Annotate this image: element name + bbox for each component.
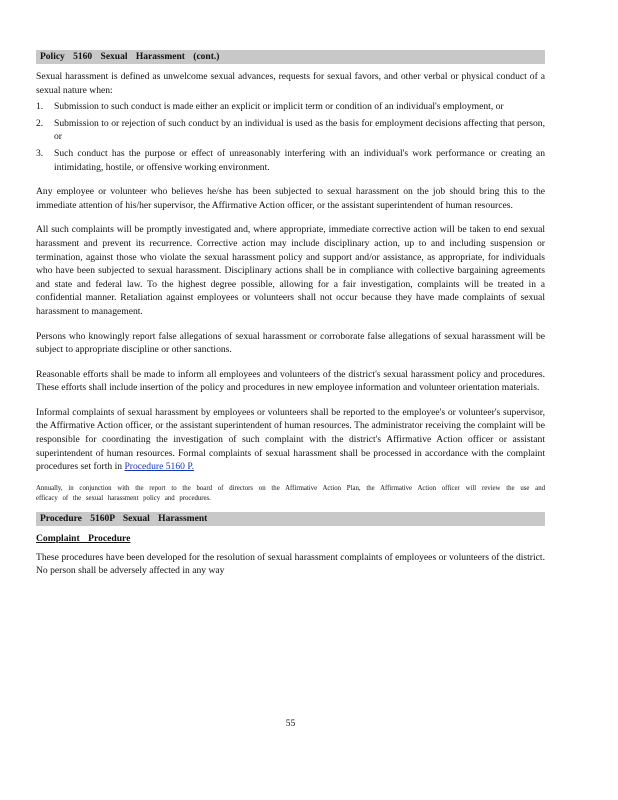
list-number: 2. [36,117,44,129]
list-number: 1. [36,101,44,113]
list-item [36,117,545,144]
page-number: 55 [285,718,296,729]
list-item-text: Such conduct has the purpose or effect of unreasonably interfering with an individual's work performance or creating an intimidating, hostile, or offensive working environment. [54,147,545,173]
list-item [36,147,545,174]
intro-paragraph: Sexual harassment is defined as unwelcome sexual advances, requests for sexual favors, and other verbal or physical conduct of a sexual nature when: [36,71,545,96]
list-number: 3. [36,147,44,159]
document-page [36,50,545,729]
policy-header-bar: Policy 5160 Sexual Harassment (cont.) [36,50,545,64]
complaint-procedure-heading: Complaint Procedure [36,532,131,544]
report-paragraph: Any employee or volunteer who believes he/she has been subjected to sexual harassment on the job should bring this to the immediate attention of his/her supervisor, the Affirmative Action officer, or the assistant superintendent of human resources. [36,186,545,211]
conditions-list [36,100,545,174]
procedures-paragraph: These procedures have been developed for the resolution of sexual harassment complaints of employees or volunteers of the district. No person shall be adversely affected in any way [36,551,545,577]
complaints-paragraph: All such complaints will be promptly investigated and, where appropriate, immediate corrective action will be taken to end sexual harassment and prevent its recurrence. Corrective action may include disciplinary action, up to and including suspension or termination, against those who violate the sexual harassment policy and support and/or assistance, as appropriate, for individuals who have been subjected to sexual harassment. Disciplinary actions shall be in compliance with collective bargaining agreements and state and federal law. To the highest degree possible, allowing for a fair investigation, complaints will be treated in a confidential manner. Retaliation against employees or volunteers shall not occur because they have made complaints of sexual harassment to management. [36,224,545,317]
informal-complaints-paragraph [36,406,545,474]
list-item-text: Submission to or rejection of such conduct by an individual is used as the basis for employment decisions affecting that person, or [54,117,545,143]
false-allegations-paragraph: Persons who knowingly report false allegations of sexual harassment or corroborate false allegations of sexual harassment will be subject to appropriate discipline or other sanctions. [36,330,545,356]
informal-complaints-text: Informal complaints of sexual harassment by employees or volunteers shall be reported to the employee's or volunteer's supervisor, the Affirmative Action officer, or the assistant superintendent of human resources. The administrator receiving the complaint will be responsible for coordinating the investigation of such complaint with the district's Affirmative Action officer or assistant superintendent of human resources. Formal complaints of sexual harassment shall be processed in accordance with the complaint procedures set forth in [36,406,545,473]
procedure-link[interactable]: Procedure 5160 P. [124,461,195,473]
list-item-text: Submission to such conduct is made either an explicit or implicit term or condition of an individual's employment, or [54,101,504,113]
list-item [36,100,545,114]
procedure-header-bar: Procedure 5160P Sexual Harassment [36,512,545,526]
reasonable-efforts-paragraph: Reasonable efforts shall be made to inform all employees and volunteers of the district's sexual harassment policy and procedures. These efforts shall include insertion of the policy and procedures in new employee information and volunteer orientation materials. [36,368,545,394]
annual-review-note: Annually, in conjunction with the report to the board of directors on the Affirmative Action Plan, the Affirmative Action officer will review the use and efficacy of the sexual harassment policy and procedures. [36,484,545,502]
